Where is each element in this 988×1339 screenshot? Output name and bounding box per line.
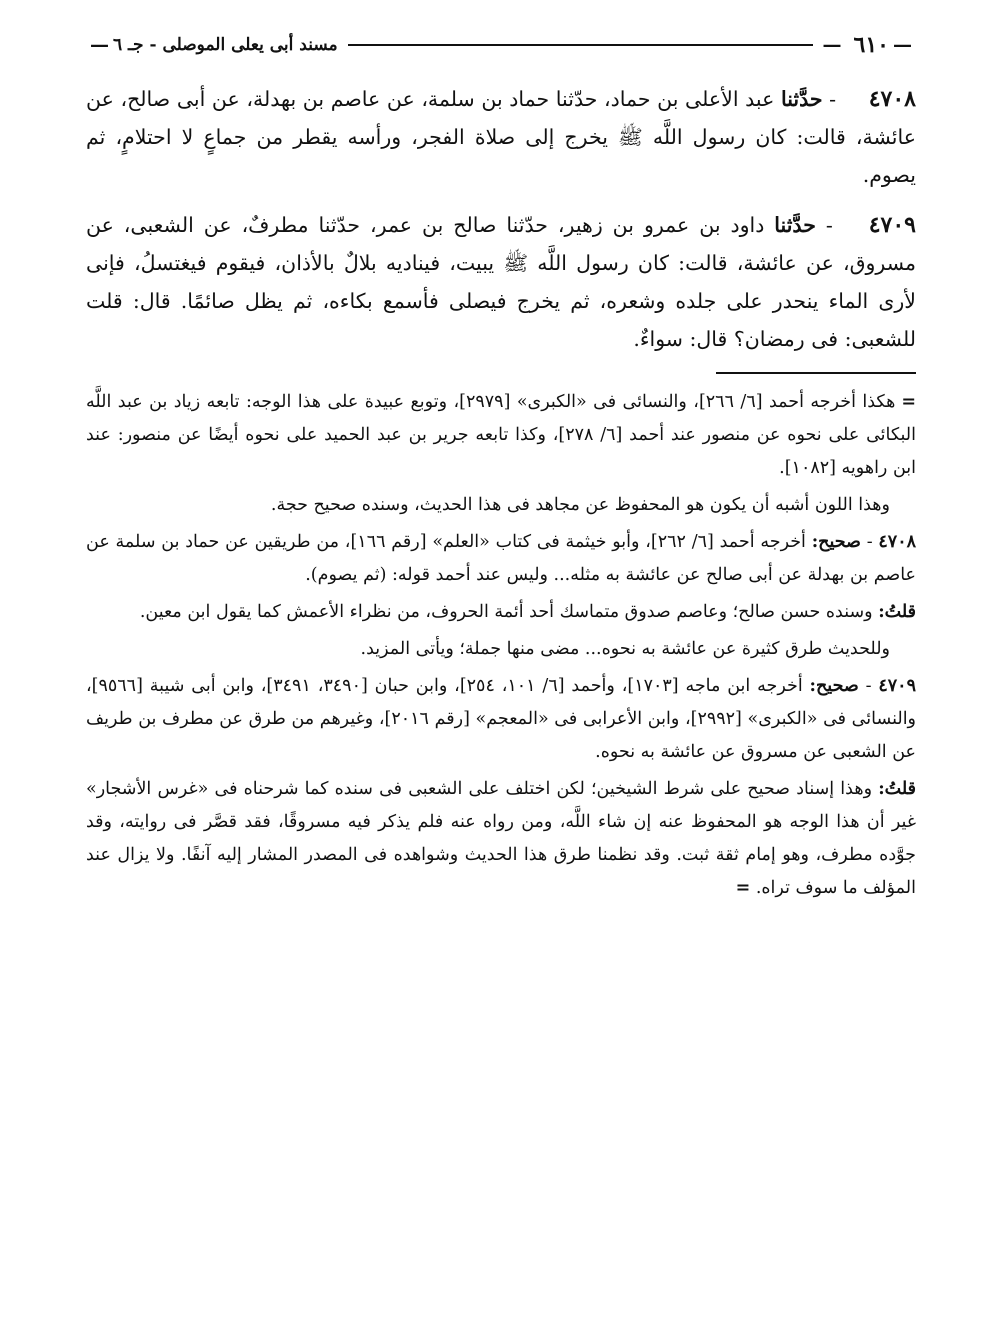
book-title: مسند أبى يعلى الموصلى - جـ ٦	[113, 35, 338, 55]
header-dash: —	[893, 34, 912, 56]
hadith-opening: حدَّثنا	[780, 87, 823, 111]
hadith-dash: -	[822, 87, 843, 111]
hadith-paragraph	[86, 80, 916, 194]
hadith-number: ٤٧٠٩	[868, 212, 916, 238]
footnote-extra: وللحديث طرق كثيرة عن عائشة به نحوه... مضى منها جملة؛ ويأتى المزيد.	[360, 639, 890, 659]
header-dash: —	[90, 34, 109, 56]
footnote-qultu	[86, 773, 916, 905]
footnote-grade: صحيح:	[811, 532, 861, 552]
main-text	[86, 80, 916, 358]
footnote-separator	[716, 372, 916, 374]
book-page	[86, 28, 916, 909]
page-header	[86, 28, 916, 62]
page-number: ٦١٠	[853, 32, 889, 58]
qultu-text: وهذا إسناد صحيح على شرط الشيخين؛ لكن اختلف على الشعبى فى سنده كما شرحناه فى «غرس الأشجار» غير أن هذا الوجه هو المحفوظ عنه إن شاء اللَّه، ومن رواه عنه فلم يذكر فيه مسروقًا، فقد قصَّر فى روايته، وقد جوَّده مطرف، وهو إمام ثقة ثبت. وقد نظمنا طرق هذا الحديث وشواهده فى المصدر المشار إليه آنفًا. ولا يزال عند المؤلف ما سوف تراه.	[86, 779, 916, 898]
qultu-text: وسنده حسن صالح؛ وعاصم صدوق متماسك أحد أئمة الحروف، من نظراء الأعمش كما يقول ابن معين.	[139, 602, 879, 622]
footnote-4708	[86, 526, 916, 592]
hadith-paragraph	[86, 206, 916, 358]
end-mark: =	[735, 878, 751, 898]
qultu-label: قلتُ:	[878, 779, 916, 799]
header-rule	[348, 44, 813, 46]
continuation-text: هكذا أخرجه أحمد [٦/ ٢٦٦]، والنسائى فى «الكبرى» [٢٩٧٩]، وتوبع عبيدة على هذا الوجه: تابعه زياد بن عبد اللَّه البكائى على نحوه عن منصور عند أحمد [٦/ ٢٧٨]، وكذا تابعه جرير بن عبد الحميد على نحوه أيضًا عن منصور: عند ابن راهويه [١٠٨٢].	[86, 392, 917, 478]
footnote-number: ٤٧٠٩	[878, 676, 916, 696]
hadith-number: ٤٧٠٨	[868, 86, 916, 112]
indent	[843, 213, 869, 237]
footnote-continuation-2: وهذا اللون أشبه أن يكون هو المحفوظ عن مجاهد فى هذا الحديث، وسنده صحيح حجة.	[270, 495, 890, 515]
hadith-dash: -	[815, 213, 843, 237]
hadith-text: عبد الأعلى بن حماد، حدّثنا حماد بن سلمة، عن عاصم بن بهدلة، عن أبى صالح، عن عائشة، قالت: كان رسول اللَّه ﷺ يخرج إلى صلاة الفجر، ورأسه يقطر من جماعٍ لا احتلامٍ، ثم يصوم.	[86, 87, 916, 187]
footnote-grade: صحيح:	[809, 676, 859, 696]
footnotes	[86, 386, 916, 905]
footnote-text: أخرجه أحمد [٦/ ٢٦٢]، وأبو خيثمة فى كتاب «العلم» [رقم ١٦٦]، من طريقين عن حماد بن سلمة عن عاصم بن بهدلة عن أبى صالح عن عائشة به مثله... وليس عند أحمد قوله: (ثم يصوم).	[86, 532, 916, 585]
footnote-number: ٤٧٠٨	[878, 532, 916, 552]
footnote-qultu	[86, 596, 916, 629]
indent	[843, 87, 869, 111]
footnote-continuation	[86, 386, 916, 485]
footnote-dash: -	[860, 532, 879, 552]
footnote-text: أخرجه ابن ماجه [١٧٠٣]، وأحمد [٦/ ١٠١، ٢٥٤]، وابن حبان [٣٤٩٠، ٣٤٩١]، وابن أبى شيبة [٩٥٦٦]، والنسائى فى «الكبرى» [٢٩٩٢]، وابن الأعرابى فى «المعجم» [رقم ٢٠١٦]، وغيرهم من طرق عن مطرف بن طريف عن الشعبى عن مسروق عن عائشة به نحوه.	[86, 676, 917, 762]
footnote-4709	[86, 670, 916, 769]
qultu-label: قلتُ:	[878, 602, 916, 622]
continuation-mark: =	[901, 392, 916, 412]
hadith-text: داود بن عمرو بن زهير، حدّثنا صالح بن عمر، حدّثنا مطرفٌ، عن الشعبى، عن مسروق، عن عائشة، قالت: كان رسول اللَّه ﷺ يبيت، فيناديه بلالٌ بالأذان، فيقوم فيغتسلُ، فإنى لأرى الماء ينحدر على جلده وشعره، ثم يخرج فيصلى فأسمع بكاءه، ثم يظل صائمًا. قال: قلت للشعبى: فى رمضان؟ قال: سواءٌ.	[86, 213, 916, 351]
footnote-dash: -	[858, 676, 879, 696]
header-dash: —	[822, 34, 842, 56]
hadith-opening: حدَّثنا	[774, 213, 816, 237]
